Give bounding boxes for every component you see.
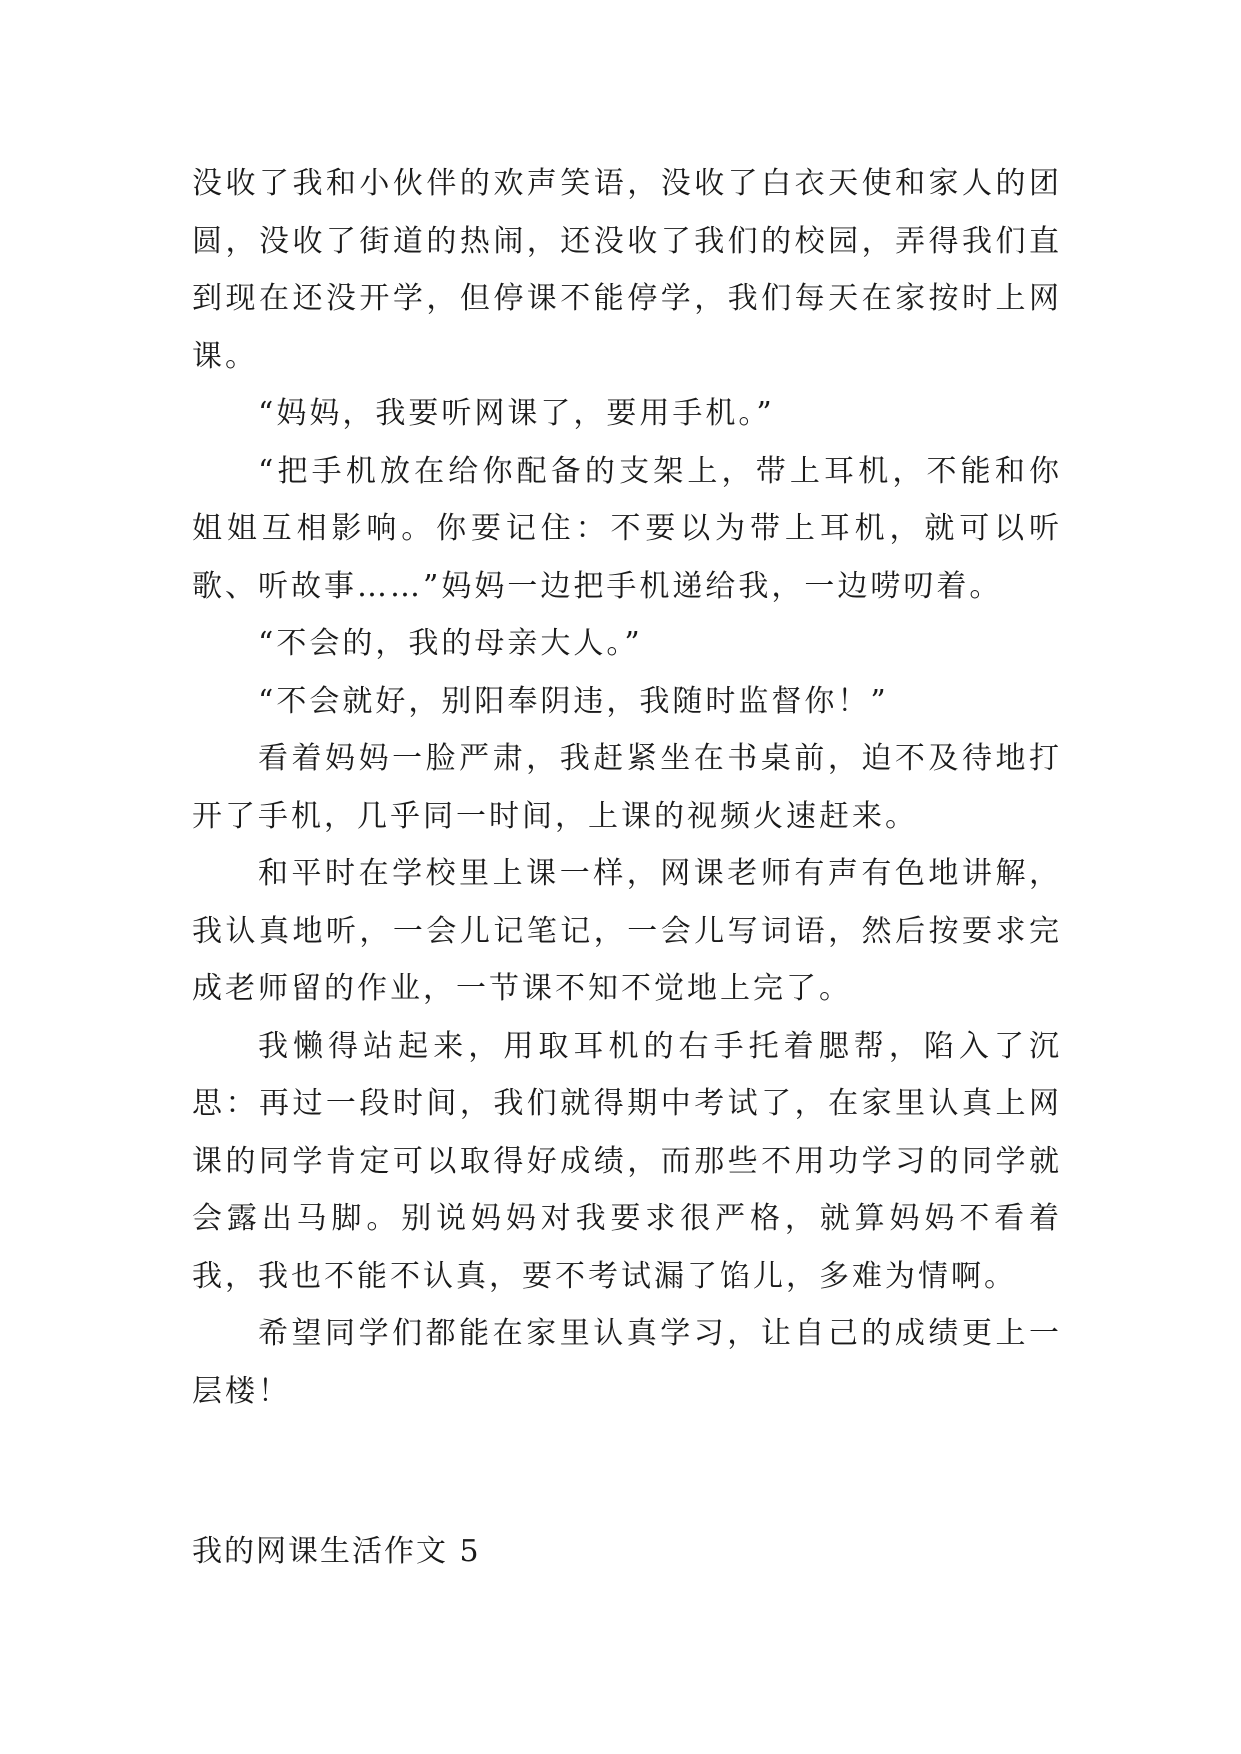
paragraph-dialogue: “不会的，我的母亲大人。” xyxy=(258,626,643,661)
section-title: 我的网课生活作文 5 xyxy=(192,1534,481,1569)
paragraph-dialogue: “把手机放在给你配备的支架上，带上耳机，不能和你姐姐互相影响。你要记住：不要以为带上耳机，就可以听歌、听故事……”妈妈一边把手机递给我，一边唠叨着。 xyxy=(192,453,1062,604)
paragraph-dialogue: “妈妈，我要听网课了，要用手机。” xyxy=(258,396,775,431)
paragraph: 我懒得站起来，用取耳机的右手托着腮帮，陷入了沉思：再过一段时间，我们就得期中考试了，在家里认真上网课的同学肯定可以取得好成绩，而那些不用功学习的同学就会露出马脚。别说妈妈对我要求很严格，就算妈妈不看着我，我也不能不认真，要不考试漏了馅儿，多难为情啊。 xyxy=(192,1028,1062,1294)
paragraph: 和平时在学校里上课一样，网课老师有声有色地讲解，我认真地听，一会儿记笔记，一会儿写词语，然后按要求完成老师留的作业，一节课不知不觉地上完了。 xyxy=(192,856,1062,1006)
paragraph: 看着妈妈一脸严肃，我赶紧坐在书桌前，迫不及待地打开了手机，几乎同一时间，上课的视频火速赶来。 xyxy=(192,741,1062,834)
paragraph-dialogue: “不会就好，别阳奉阴违，我随时监督你！” xyxy=(258,683,889,719)
paragraph-closing: 希望同学们都能在家里认真学习，让自己的成绩更上一层楼！ xyxy=(192,1316,1062,1409)
paragraph-continuation: 没收了我和小伙伴的欢声笑语，没收了白衣天使和家人的团圆，没收了街道的热闹，还没收了我们的校园，弄得我们直到现在还没开学，但停课不能停学，我们每天在家按时上网课。 xyxy=(192,166,1062,374)
essay-body xyxy=(192,155,1062,1420)
